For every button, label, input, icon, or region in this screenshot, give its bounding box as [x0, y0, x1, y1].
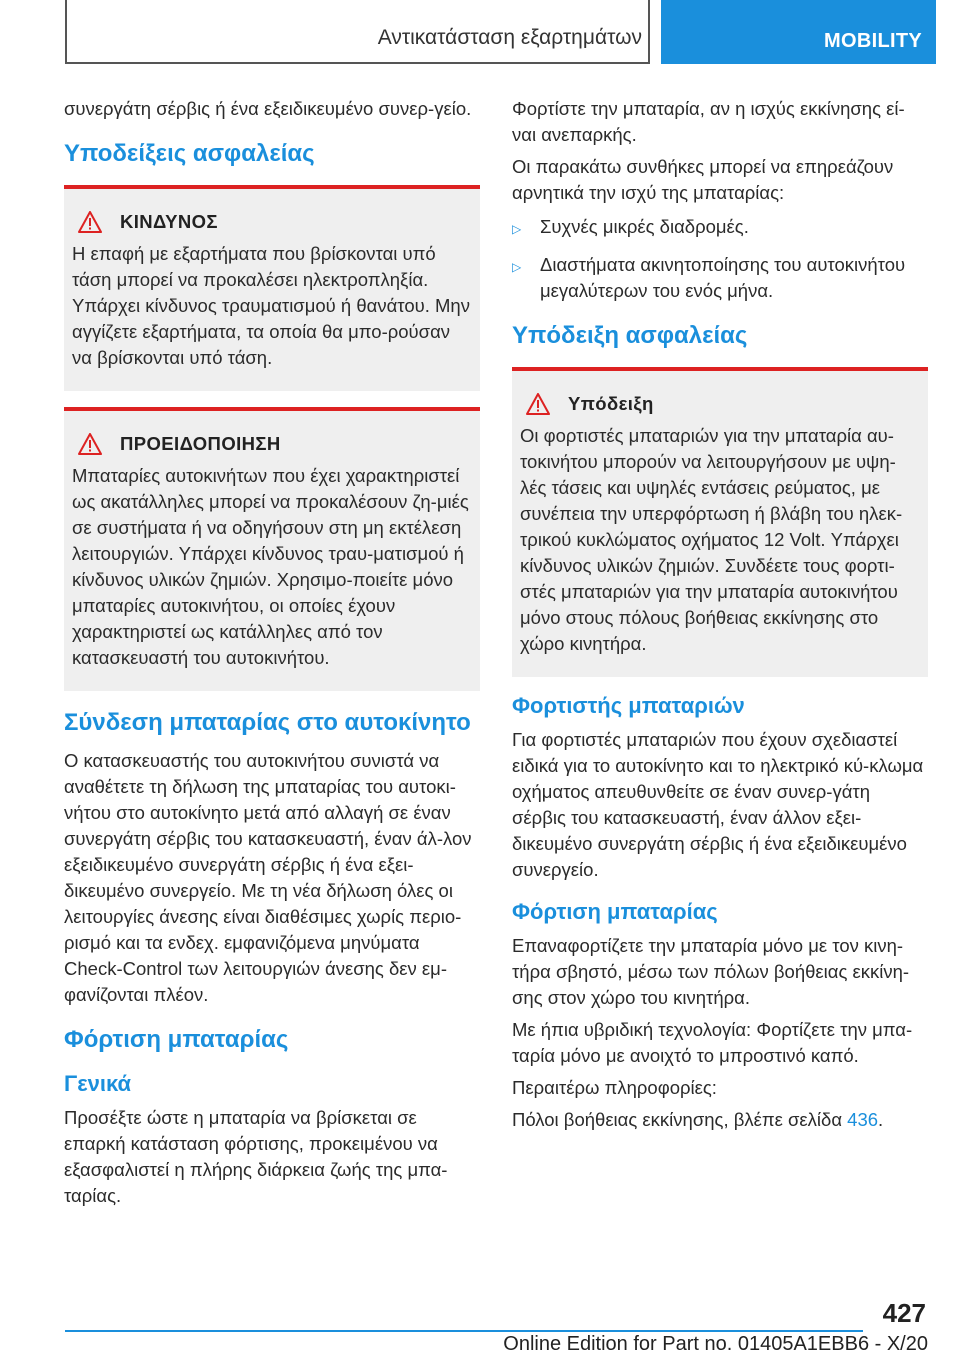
note-title: Υπόδειξη: [568, 393, 654, 414]
danger-text: Η επαφή με εξαρτήματα που βρίσκονται υπό τάση μπορεί να προκαλέσει ηλεκτροπληξία. Υπάρχει κίνδυνος τραυματισμού ή θανάτου. Μην αγγίζετε εξαρτήματα, τα οποία θα μπο-ρούσαν να βρίσκονται υπό τάση.: [72, 243, 470, 368]
page-link[interactable]: 436: [847, 1109, 879, 1130]
header-divider: [648, 0, 650, 64]
note-box: [512, 367, 928, 677]
intro-text: συνεργάτη σέρβις ή ένα εξειδικευμένο συνερ-γείο.: [64, 98, 472, 119]
heading-charging-battery-2: Φόρτιση μπαταρίας: [512, 899, 718, 924]
warning-triangle-icon: [526, 393, 550, 415]
connect-text: Ο κατασκευαστής του αυτοκινήτου συνιστά να αναθέτετε τη δήλωση της μπαταρίας του αυτοκι-νήτου στο αυτοκίνητο μετά από αλλαγή σε έναν συνεργάτη σέρβις του κατασκευαστή, έναν άλ-λον εξειδικευμένο συνεργάτη σέρβις ή ένα εξει-δικευμένο συνεργείο. Με τη νέα δήλωση όλες οι λειτουργίες άνεσης είναι διαθέσιμες χωρίς περιο-ρισμό και τα ενδεχ. εμφανιζόμενα μηνύματα Check-Control των λειτουργιών άνεσης δεν εμ-φανίζονται πλέον.: [64, 750, 472, 1005]
header-left-border: [65, 0, 67, 64]
mobility-tab[interactable]: MOBILITY: [661, 0, 936, 64]
conditions-text: Οι παρακάτω συνθήκες μπορεί να επηρεάζουν αρνητικά την ισχύ της μπαταρίας:: [512, 156, 894, 203]
heading-safety-notes: Υποδείξεις ασφαλείας: [64, 140, 315, 167]
charge-intro-text: Φορτίστε την μπαταρία, αν η ισχύς εκκίνησης εί-ναι ανεπαρκής.: [512, 98, 905, 145]
warning-triangle-icon: [78, 433, 102, 455]
conditions-list: [512, 214, 928, 304]
edition-footer: Online Edition for Part no. 01405A1EBB6 - X/20: [503, 1333, 928, 1355]
charging-text-1: Επαναφορτίζετε την μπαταρία μόνο με τον κινη-τήρα σβηστό, μέσω των πόλων βοήθειας εκκίνη-σης στον χώρο του κινητήρα.: [512, 935, 910, 1008]
general-text: Προσέξτε ώστε η μπαταρία να βρίσκεται σε επαρκή κατάσταση φόρτισης, προκειμένου να εξασφαλιστεί η πλήρης διάρκεια ζωής της μπα-ταρίας.: [64, 1107, 448, 1206]
warning-box: [64, 407, 480, 691]
warning-triangle-icon: [78, 211, 102, 233]
chargers-text: Για φορτιστές μπαταριών που έχουν σχεδιαστεί ειδικά για το αυτοκίνητο και το ηλεκτρικό κύ-κλωμα οχήματος απευθυνθείτε σε έναν συνερ-γάτη σέρβις του κατασκευαστή, έναν άλλον εξει-δικευμένο συνεργάτη σέρβις ή ένα εξειδικευμένο συνεργείο.: [512, 729, 924, 880]
list-item: ▷ Συχνές μικρές διαδρομές.: [512, 214, 928, 242]
note-text: Οι φορτιστές μπαταριών για την μπαταρία αυ-τοκινήτου μπορούν να λειτουργήσουν με υψη-λές τάσεις και υψηλές εντάσεις ρεύματος, με συνέπεια την υπερφόρτωση ή βλάβη του ηλεκ-τρικού κυκλώματος οχήματος 12 Volt. Υπάρχει κίνδυνος υλικών ζημιών. Συνδέετε τους φορτι-στές μπαταριών για την μπαταρία αυτοκινήτου μόνο στους πόλους βοήθειας εκκίνησης στο χώρο κινητήρα.: [520, 425, 903, 654]
danger-title: ΚΙΝΔΥΝΟΣ: [120, 211, 218, 232]
heading-connect-battery: Σύνδεση μπαταρίας στο αυτοκίνητο: [64, 709, 471, 736]
heading-safety-note: Υπόδειξη ασφαλείας: [512, 322, 748, 349]
heading-general: Γενικά: [64, 1071, 132, 1096]
right-column: [512, 96, 928, 1139]
warning-title: ΠΡΟΕΙΔΟΠΟΙΗΣΗ: [120, 433, 281, 454]
list-item: ▷ Διαστήματα ακινητοποίησης του αυτοκινήτου μεγαλύτερων του ενός μήνα.: [512, 252, 928, 304]
more-info-label: Περαιτέρω πληροφορίες:: [512, 1077, 717, 1098]
left-column: [64, 96, 480, 1215]
bullet-triangle-icon: ▷: [512, 222, 522, 236]
charging-text-2: Με ήπια υβριδική τεχνολογία: Φορτίζετε την μπα-ταρία μόνο με ανοιχτό το μπροστινό καπό.: [512, 1019, 913, 1066]
page-number: 427: [882, 1298, 926, 1328]
footer-rule: [65, 1330, 863, 1332]
heading-battery-chargers: Φορτιστής μπαταριών: [512, 693, 745, 718]
reference-line: Πόλοι βοήθειας εκκίνησης, βλέπε σελίδα 436.: [512, 1109, 884, 1130]
header-underline: [65, 62, 650, 64]
danger-box: [64, 185, 480, 391]
bullet-triangle-icon: ▷: [512, 260, 522, 274]
warning-text: Μπαταρίες αυτοκινήτων που έχει χαρακτηριστεί ως ακατάλληλες μπορεί να προκαλέσουν ζη-μιές σε συστήματα ή να οδηγήσουν στη μη εκτέλεση λειτουργιών. Υπάρχει κίνδυνος τραυ-ματισμού ή κίνδυνος υλικών ζημιών. Χρησιμο-ποιείτε μόνο μπαταρίες αυτοκινήτου, οι οποίες έχουν χαρακτηριστεί ως κατάλληλες από τον κατασκευαστή του αυτοκινήτου.: [72, 465, 469, 668]
section-title: Αντικατάσταση εξαρτημάτων: [377, 26, 642, 49]
heading-charging-battery: Φόρτιση μπαταρίας: [64, 1026, 289, 1053]
